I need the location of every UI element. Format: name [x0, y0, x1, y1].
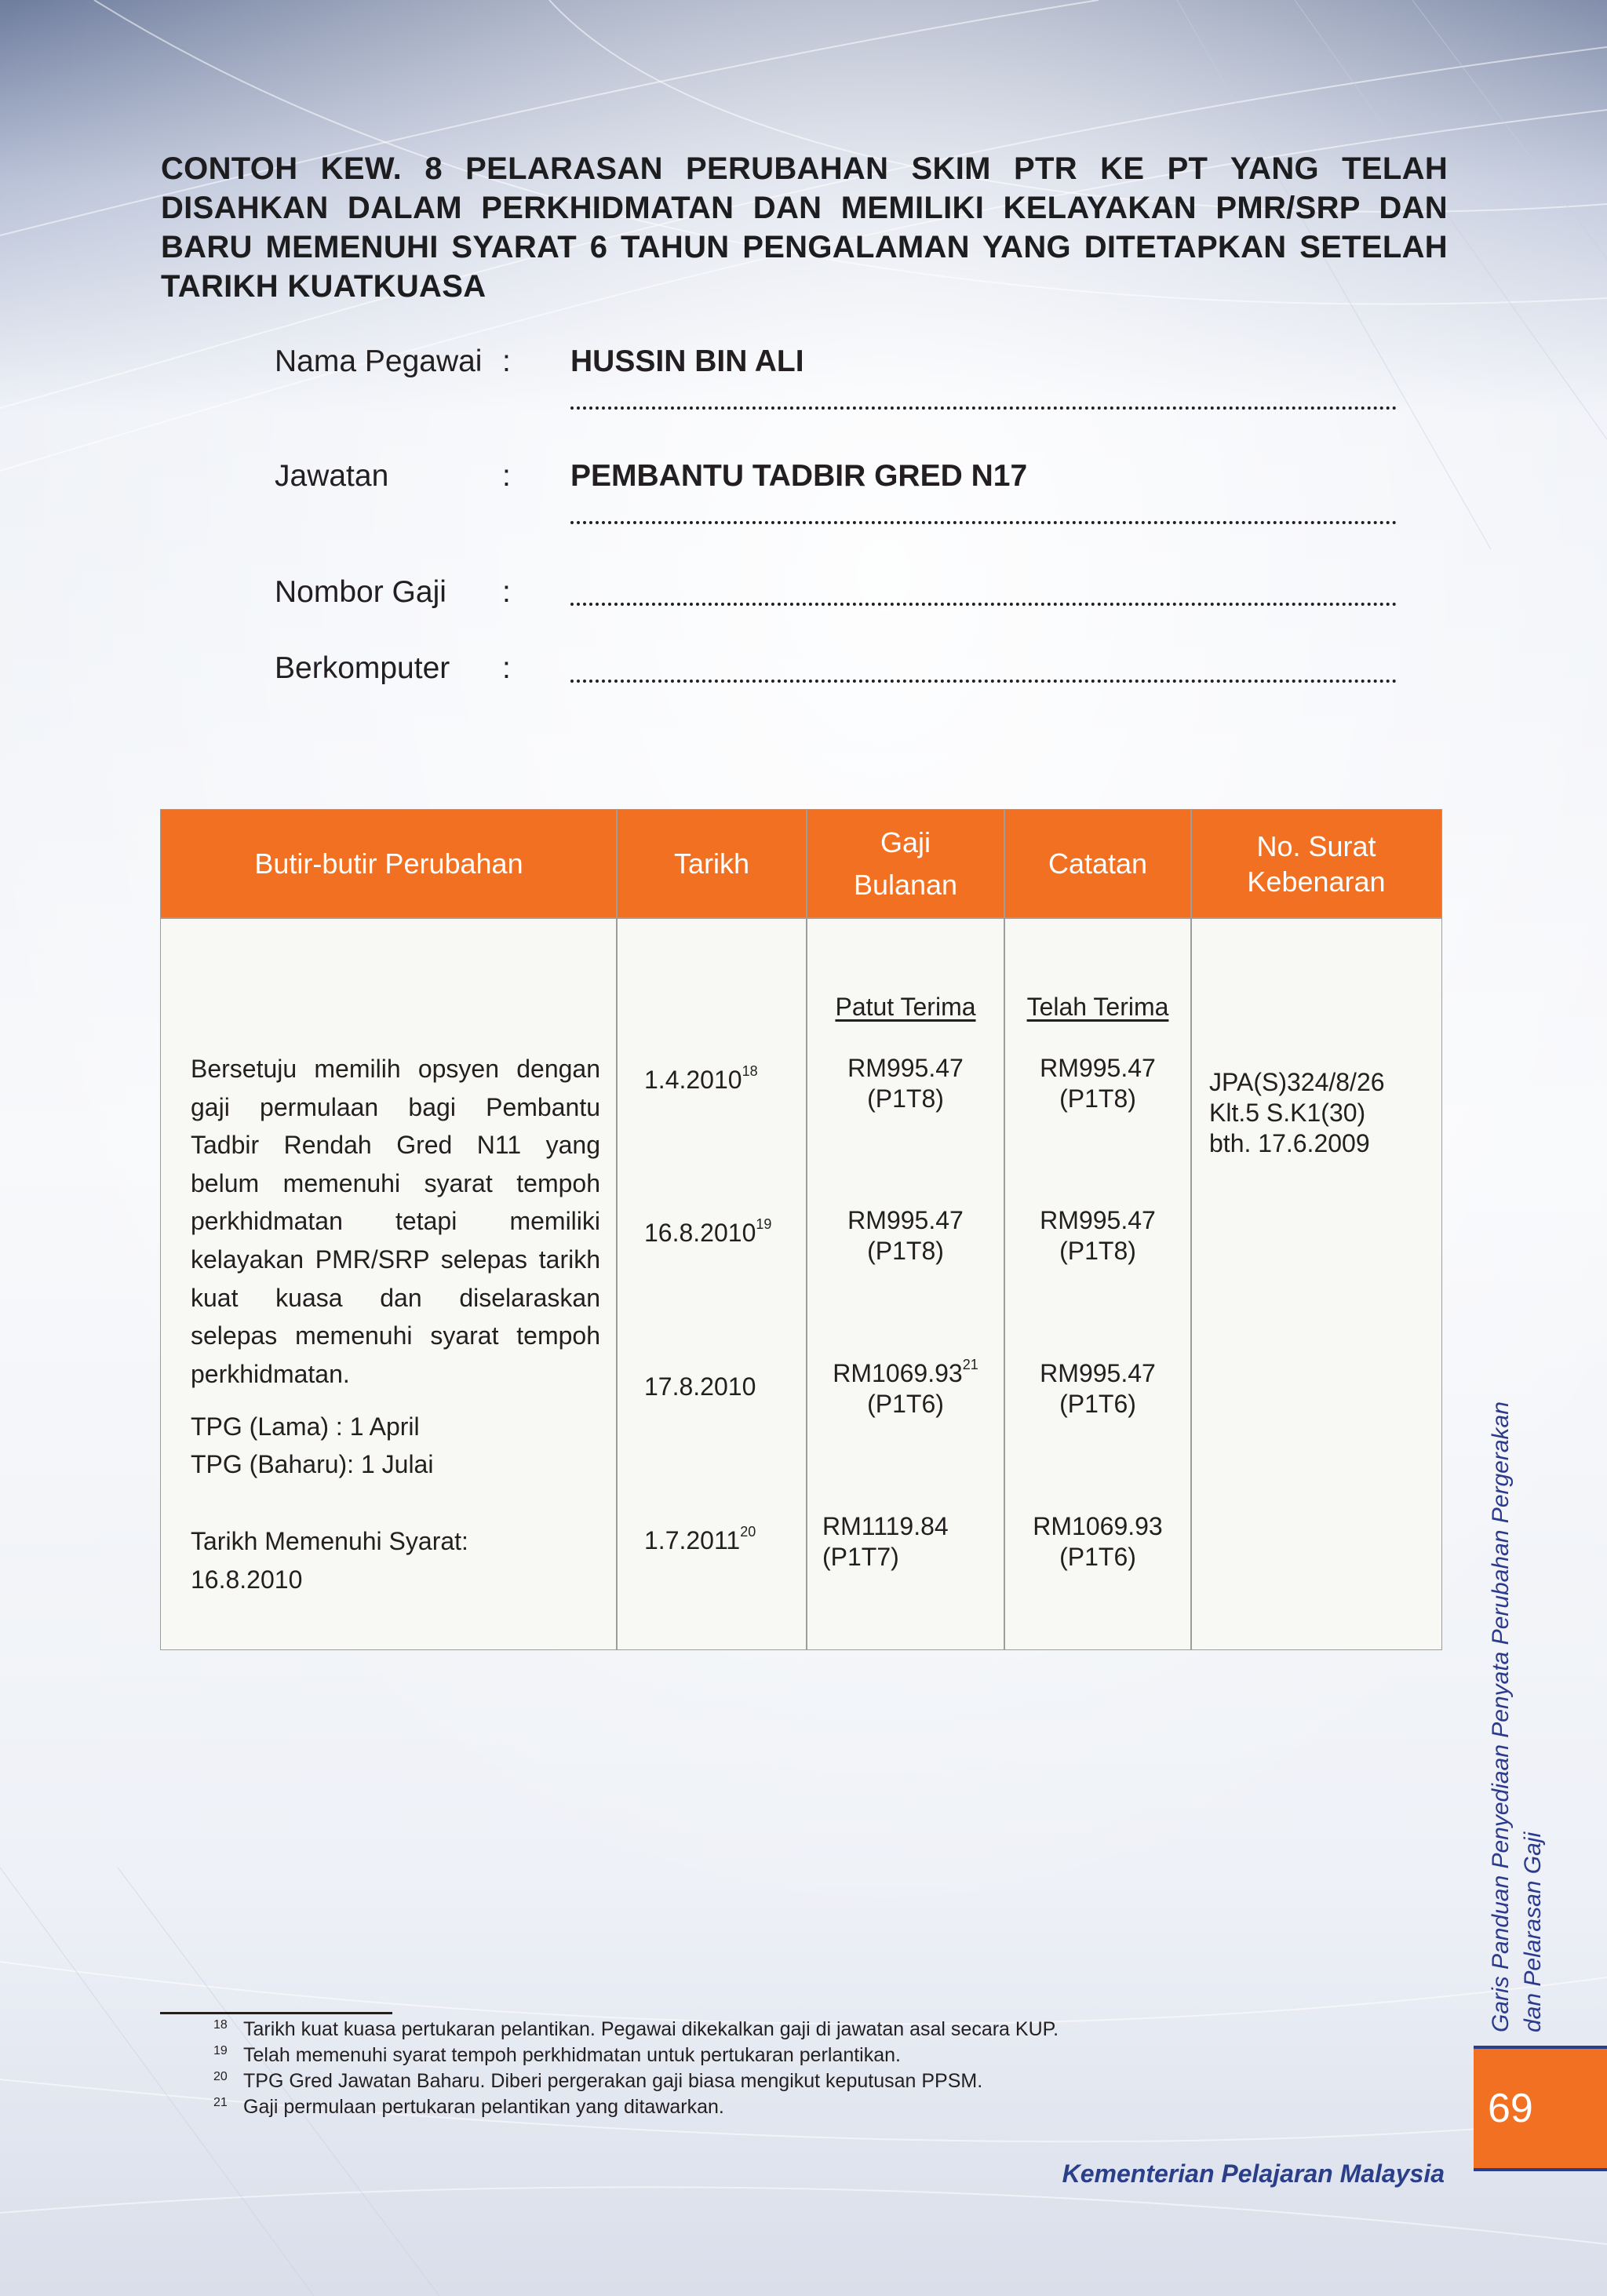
field-nombor-gaji-label: Nombor Gaji [275, 575, 446, 609]
catatan-row-4: RM1069.93 (P1T6) [1033, 1512, 1163, 1571]
dotted-line [570, 521, 1397, 524]
catatan-subheader: Telah Terima [1026, 993, 1169, 1021]
field-berkomputer-dotted-line [570, 680, 1397, 683]
field-nama-pegawai-label: Nama Pegawai [275, 344, 483, 378]
header-gaji-line2: Bulanan [853, 868, 958, 901]
header-no-surat [1191, 810, 1441, 917]
tarikh-row-1: 1.4.2010$^{18}$ [644, 1063, 758, 1094]
header-catatan: Catatan [1048, 847, 1148, 880]
tpg-lama: TPG (Lama) : 1 April [191, 1412, 420, 1441]
gaji-row-4: RM1119.84 (P1T7) [822, 1512, 949, 1571]
surat-line-1: JPA(S)324/8/26 [1209, 1068, 1385, 1096]
field-berkomputer-label: Berkomputer [275, 651, 450, 685]
kew8-table [160, 809, 1442, 1650]
field-berkomputer-colon: : [502, 651, 511, 685]
gaji-row-1: RM995.47 (P1T8) [847, 1054, 964, 1113]
header-butiran: Butir-butir Perubahan [254, 847, 523, 880]
page-number: 69 [1488, 2086, 1533, 2131]
butiran-description: Bersetuju memilih opsyen dengan gaji permulaan bagi Pembantu Tadbir Rendah Gred N11 yang belum memenuhi syarat tempoh perkhidmatan tetapi memiliki kelayakan PMR/SRP selepas tarikh kuat kuasa dan diselaraskan selepas memenuhi syarat tempoh perkhidmatan. [191, 1055, 600, 1388]
sidebar-line-1: Garis Panduan Penyediaan Penyata Perubahan Pergerakan [1488, 1401, 1514, 2032]
footnote-20: 20 TPG Gred Jawatan Baharu. Diberi pergerakan gaji biasa mengikut keputusan PPSM. [213, 2070, 983, 2092]
tarikh-syarat-label: Tarikh Memenuhi Syarat: [191, 1527, 468, 1555]
field-jawatan-colon: : [502, 459, 511, 493]
catatan-row-3: RM995.47 (P1T6) [1040, 1359, 1156, 1418]
publisher-footer: Kementerian Pelajaran Malaysia [1062, 2159, 1445, 2188]
header-surat-line1: No. Surat [1256, 829, 1376, 862]
surat-line-2: Klt.5 S.K1(30) [1209, 1099, 1366, 1127]
catatan-row-2: RM995.47 (P1T8) [1040, 1206, 1156, 1265]
header-divider [161, 917, 1441, 919]
header-tarikh: Tarikh [673, 847, 750, 880]
header-gaji-bulanan [807, 810, 1004, 917]
page-title: CONTOH KEW. 8 PELARASAN PERUBAHAN SKIM PTR KE PT YANG TELAH DISAHKAN DALAM PERKHIDMATAN DAN MEMILIKI KELAYAKAN PMR/SRP DAN BARU MEMENUHI SYARAT 6 TAHUN PENGALAMAN YANG DITETAPKAN SETELAH TARIKH KUATKUASA [161, 151, 1448, 304]
sidebar-text [1485, 1381, 1579, 2032]
field-nombor-gaji-colon: : [502, 575, 511, 609]
gaji-row-2: RM995.47 (P1T8) [847, 1206, 964, 1265]
sidebar-line-2: dan Pelarasan Gaji [1520, 1831, 1546, 2032]
surat-line-3: bth. 17.6.2009 [1209, 1129, 1370, 1157]
tarikh-row-4: 1.7.2011$^{20}$ [644, 1524, 756, 1554]
field-jawatan-value: PEMBANTU TADBIR GRED N17 [570, 459, 1028, 493]
header-surat-line2: Kebenaran [1247, 865, 1386, 898]
field-nama-pegawai-colon: : [502, 344, 511, 378]
table-header [161, 810, 1441, 917]
footnote-rule [160, 2012, 392, 2014]
field-jawatan-label: Jawatan [275, 459, 389, 493]
header-gaji-line1: Gaji [880, 825, 931, 858]
catatan-row-1: RM995.47 (P1T8) [1040, 1054, 1156, 1113]
sidebar-vertical-title [1467, 1381, 1577, 2048]
footnote-19: 19 Telah memenuhi syarat tempoh perkhidmatan untuk pertukaran perlantikan. [213, 2044, 901, 2066]
tarikh-row-2: 16.8.2010$^{19}$ [644, 1216, 772, 1247]
field-nombor-gaji-dotted-line [570, 603, 1397, 606]
page-number-box [1474, 2046, 1607, 2171]
tarikh-syarat-date: 16.8.2010 [191, 1565, 303, 1594]
footnote-21: 21 Gaji permulaan pertukaran pelantikan yang ditawarkan. [213, 2096, 724, 2118]
gaji-row-3: RM1069.93$^{21}$ (P1T6) [833, 1357, 978, 1418]
tpg-baharu: TPG (Baharu): 1 Julai [191, 1450, 434, 1478]
dotted-line [570, 406, 1397, 410]
gaji-subheader: Patut Terima [835, 993, 976, 1021]
field-nama-pegawai-value: HUSSIN BIN ALI [570, 344, 804, 378]
tarikh-row-3: 17.8.2010 [644, 1372, 756, 1401]
footnote-18: 18 Tarikh kuat kuasa pertukaran pelantikan. Pegawai dikekalkan gaji di jawatan asal secara KUP. [213, 2018, 1059, 2040]
column-divider [616, 810, 618, 1649]
